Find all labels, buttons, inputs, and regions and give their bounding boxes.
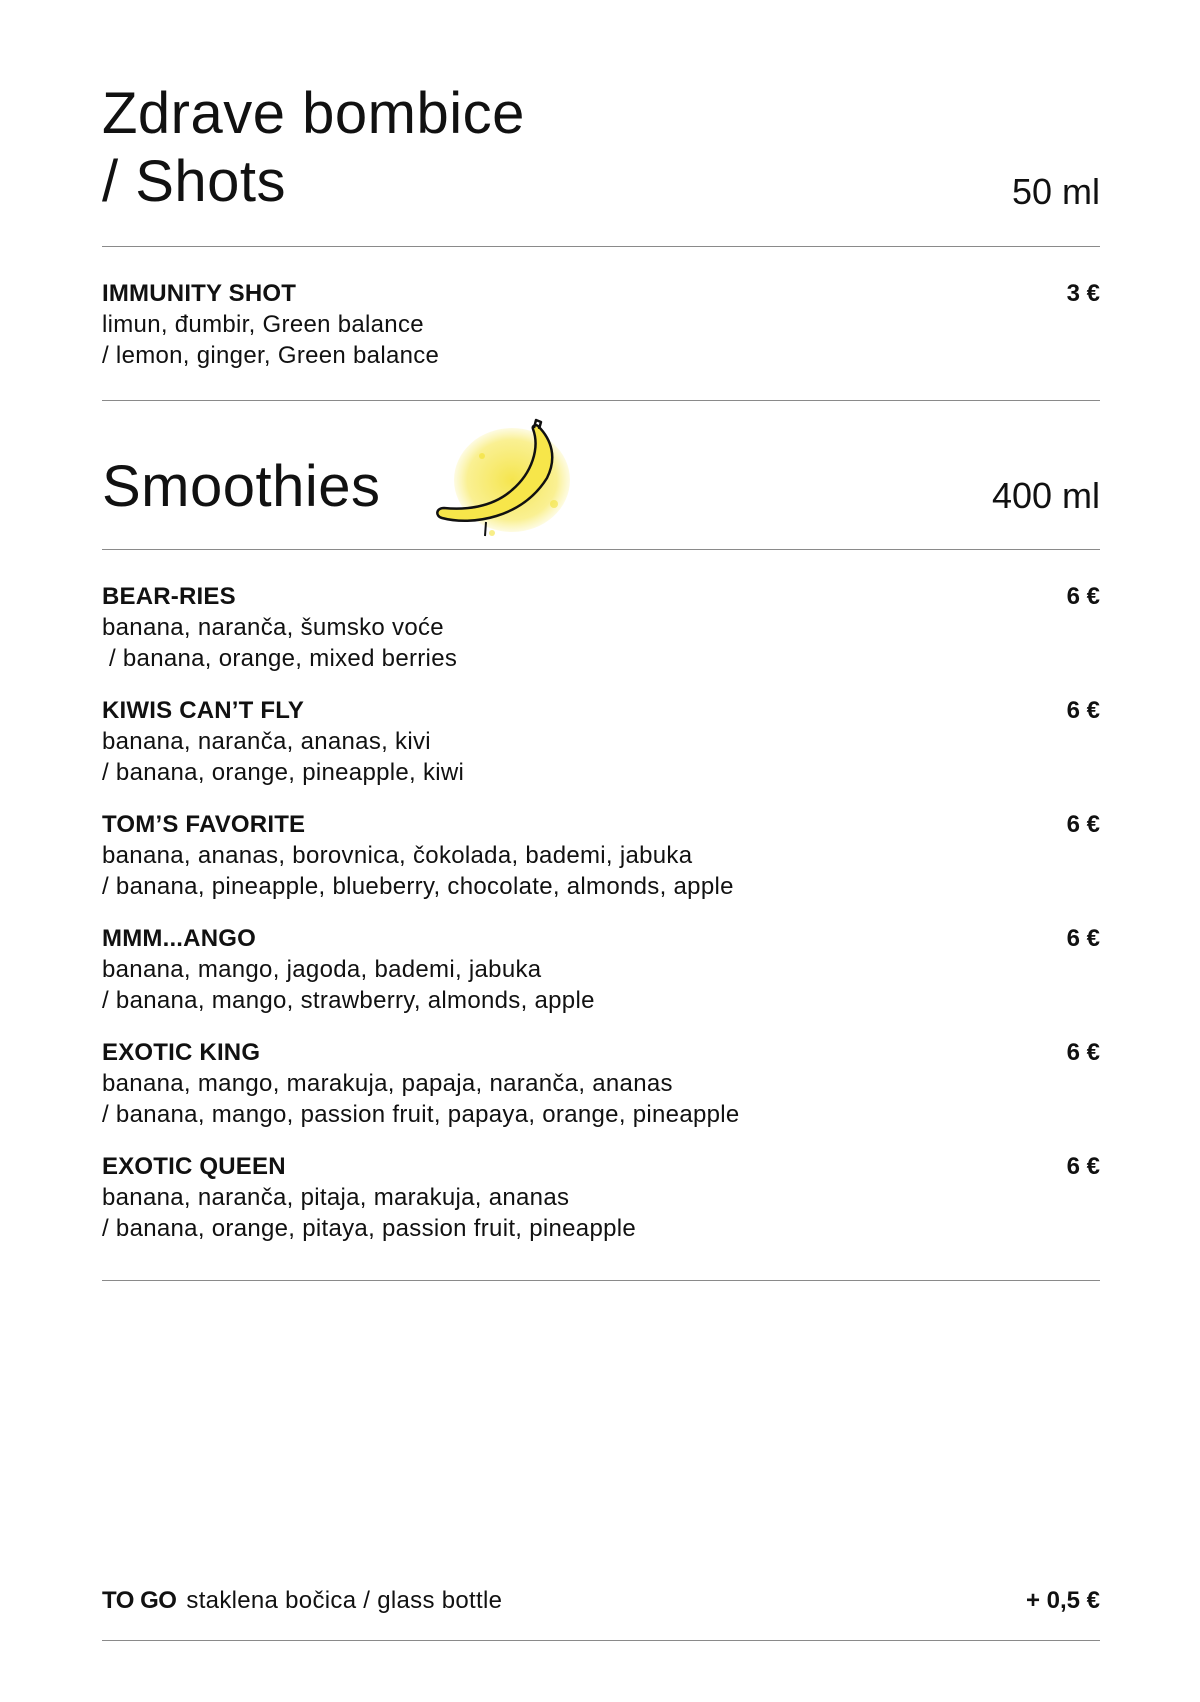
menu-item-exotic-queen: [102, 1152, 1100, 1244]
menu-item-toms-favorite: [102, 810, 1100, 902]
divider: [102, 1280, 1100, 1281]
togo-desc: staklena bočica / glass bottle: [186, 1587, 503, 1614]
item-desc-en: / banana, orange, pitaya, passion fruit, pineapple: [102, 1215, 637, 1242]
item-price: 6 €: [1066, 1039, 1100, 1066]
item-name: MMM...ANGO: [102, 925, 256, 952]
divider: [102, 1640, 1100, 1641]
item-name: IMMUNITY SHOT: [102, 280, 297, 307]
item-price: 6 €: [1066, 925, 1100, 952]
menu-item-mmmango: [102, 924, 1100, 1016]
banana-icon: [432, 418, 572, 553]
item-desc-hr: limun, đumbir, Green balance: [102, 311, 424, 338]
shots-title-line2: / Shots: [102, 149, 287, 214]
item-desc-hr: banana, mango, jagoda, bademi, jabuka: [102, 956, 542, 983]
item-price: 6 €: [1066, 583, 1100, 610]
item-desc-en: / banana, orange, mixed berries: [102, 645, 458, 672]
item-desc-hr: banana, ananas, borovnica, čokolada, bademi, jabuka: [102, 842, 693, 869]
menu-page: [102, 0, 1100, 1702]
divider: [102, 549, 1100, 550]
item-name: EXOTIC QUEEN: [102, 1153, 286, 1180]
divider: [102, 400, 1100, 401]
togo-price: + 0,5 €: [1025, 1587, 1100, 1614]
item-desc-en: / banana, pineapple, blueberry, chocolate, almonds, apple: [102, 873, 734, 900]
shots-volume: 50 ml: [1011, 171, 1100, 212]
item-desc-hr: banana, naranča, ananas, kivi: [102, 728, 431, 755]
item-price: 6 €: [1066, 697, 1100, 724]
smoothies-title: Smoothies: [102, 454, 381, 519]
menu-item-exotic-king: [102, 1038, 1100, 1130]
item-price: 6 €: [1066, 1153, 1100, 1180]
shots-title: [102, 80, 525, 216]
item-price: 3 €: [1066, 280, 1100, 307]
smoothies-volume: 400 ml: [991, 475, 1100, 516]
shots-title-line1: Zdrave bombice: [102, 81, 525, 146]
item-desc-hr: banana, mango, marakuja, papaja, naranča, ananas: [102, 1070, 673, 1097]
menu-item-immunity-shot: [102, 279, 1100, 371]
item-desc-hr: banana, naranča, šumsko voće: [102, 614, 444, 641]
menu-item-kiwis-cant-fly: [102, 696, 1100, 788]
item-name: BEAR-RIES: [102, 583, 236, 610]
togo-row: [102, 1584, 1100, 1618]
item-desc-en: / banana, mango, passion fruit, papaya, orange, pineapple: [102, 1101, 740, 1128]
menu-item-bear-ries: [102, 582, 1100, 674]
togo-label: TO GO: [102, 1587, 177, 1614]
item-name: KIWIS CAN’T FLY: [102, 697, 305, 724]
item-name: EXOTIC KING: [102, 1039, 261, 1066]
item-desc-en: / lemon, ginger, Green balance: [102, 342, 440, 369]
item-price: 6 €: [1066, 811, 1100, 838]
item-desc-en: / banana, orange, pineapple, kiwi: [102, 759, 465, 786]
divider: [102, 246, 1100, 247]
item-desc-hr: banana, naranča, pitaja, marakuja, ananas: [102, 1184, 570, 1211]
item-name: TOM’S FAVORITE: [102, 811, 306, 838]
item-desc-en: / banana, mango, strawberry, almonds, apple: [102, 987, 595, 1014]
